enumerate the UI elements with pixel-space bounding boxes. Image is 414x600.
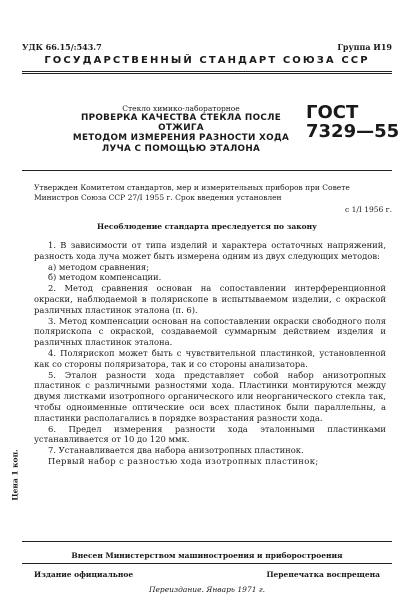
title-rule <box>22 170 392 171</box>
approval-text: Утвержден Комитетом стандартов, мер и измерительных приборов при Совете Министров Союза ССР 27/I 1955 г. Срок введения установлен <box>34 183 350 202</box>
state-standard-heading: ГОСУДАРСТВЕННЫЙ СТАНДАРТ СОЮЗА ССР <box>44 55 370 66</box>
standard-body <box>34 240 386 467</box>
clause-1: 1. В зависимости от типа изделий и характера остаточных напряжений, разность хода луча может быть измерена одним из двух следующих методов: <box>34 240 386 261</box>
reprint-prohibited: Перепечатка воспрещена <box>266 570 380 579</box>
footer-rule-2 <box>22 563 392 564</box>
clause-4: 4. Полярископ может быть с чувствительной пластинкой, установленной как со стороны поляризатора, так и со стороны анализатора. <box>34 347 386 369</box>
clause-1b: б) методом компенсации. <box>48 272 162 283</box>
title-line-1: ПРОВЕРКА КАЧЕСТВА СТЕКЛА ПОСЛЕ ОТЖИГА <box>80 113 282 134</box>
footer-rule <box>22 541 392 542</box>
title-block <box>62 104 300 154</box>
clause-7: 7. Устанавливается два набора анизотропных пластинок. <box>48 445 304 456</box>
clause-1a: а) методом сравнения; <box>48 261 150 272</box>
gost-designation <box>306 103 399 141</box>
title-line-2: МЕТОДОМ ИЗМЕРЕНИЯ РАЗНОСТИ ХОДА <box>72 133 290 144</box>
clause-7-first-set: Первый набор с разностью хода изотропных пластинок; <box>48 455 319 466</box>
title-line-3: ЛУЧА С ПОМОЩЬЮ ЭТАЛОНА <box>101 143 261 154</box>
effective-date: с 1/I 1956 г. <box>344 205 392 214</box>
group-code: Группа И19 <box>337 42 392 52</box>
non-observance-notice: Несоблюдение стандарта преследуется по закону <box>97 222 317 231</box>
price-text: Цена 1 коп. <box>10 449 19 501</box>
price-note <box>10 449 19 501</box>
clause-2: 2. Метод сравнения основан на сопоставлении интерференционной окраски, наблюдаемой в полярископе в испытываемом изделии, с окраской различных пластинок эталона (п. 6). <box>34 283 386 315</box>
clause-5: 5. Эталон разности хода представляет собой набор анизотропных пластинок с различными разностями хода. Пластинки монтируются между двумя листками изотропного органического или неорганического стекла так, чтобы одноименные оптические оси всех пластинок были параллельны, а пластинки располагались в порядке возрастания разности хода. <box>34 369 386 423</box>
introduced-by: Внесен Министерством машиностроения и приборостроения <box>71 551 343 560</box>
gost-number: 7329—55 <box>306 121 400 142</box>
clause-6: 6. Предел измерения разности хода эталонными пластинками устанавливается от 10 до 120 ммк. <box>34 423 386 445</box>
gost-label: ГОСТ <box>306 102 359 123</box>
reissue-note: Переиздание. Январь 1971 г. <box>148 585 266 594</box>
udk-code: УДК 66.15/:543.7 <box>22 42 102 52</box>
official-edition: Издание официальное <box>34 570 134 579</box>
header-rule-top <box>22 71 392 72</box>
title-subtitle: Стекло химико-лабораторное <box>122 104 240 113</box>
header-rule-bottom <box>22 73 392 74</box>
clause-3: 3. Метод компенсации основан на сопоставлении окраски свободного поля полярископа с окраской, создаваемой суммарным действием изделия и различных пластинок эталона. <box>34 315 386 348</box>
